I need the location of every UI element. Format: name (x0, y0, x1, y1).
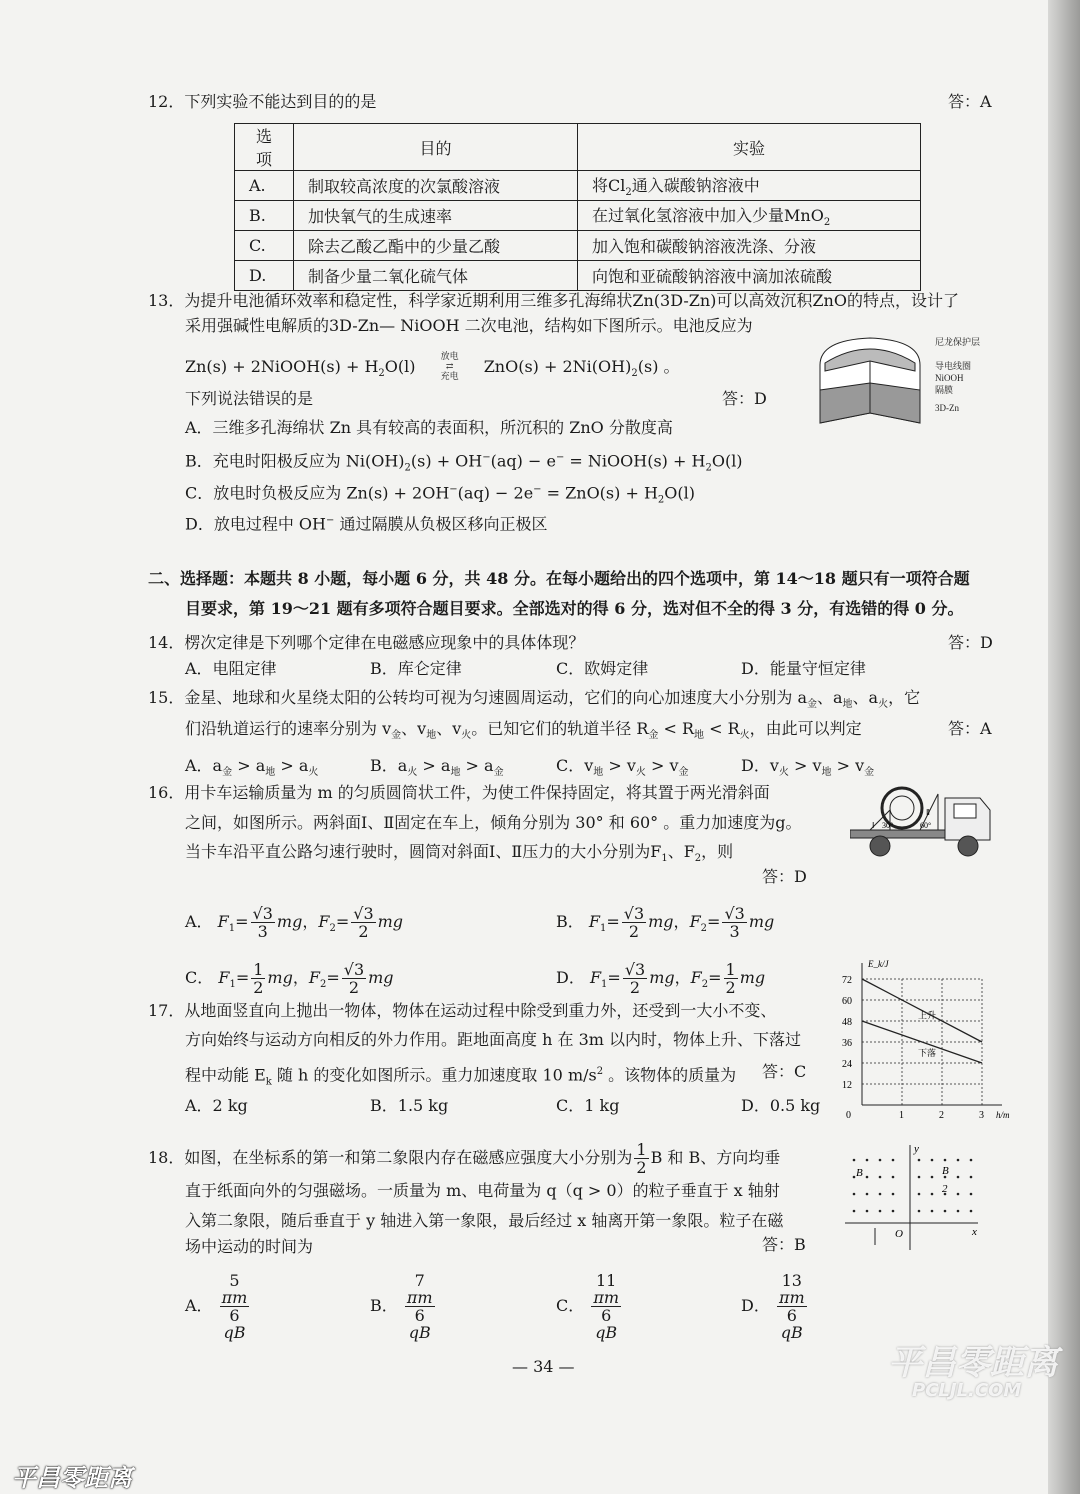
coef-num: 13 (781, 1271, 802, 1290)
coef-den: 6 (786, 1306, 797, 1325)
y-tick-label: 24 (842, 1059, 852, 1070)
section2-line2: 目要求，第 19～21 题有多项符合题目要求。全部选对的得 6 分，选对但不全的得 3 分，有选错的得 0 分。 (185, 599, 964, 618)
q15-line2: 们沿轨道运行的速率分别为 $v_金$、$v_地$、$v_火$。已知它们的轨道半径 $R_金 < R_地 < R_火$，由此可以判定 (185, 719, 862, 742)
q18-option (185, 1272, 251, 1341)
q15-answer: 答：A (948, 719, 992, 738)
y-tick-label: 36 (842, 1038, 852, 1049)
q15-option-a: A．$a_金 > a_地 > a_火$ (185, 756, 319, 779)
f1-fraction (622, 905, 646, 940)
cell: 向饱和亚硫酸钠溶液中滴加浓硫酸 (578, 261, 921, 291)
q16-option: A． $F_1=$ $\frac{√3}{3}$ mg，$F_2=$ $\frac{√3}{2}$ mg (185, 904, 404, 941)
denominator: 2 (253, 978, 264, 997)
field-dot (892, 1193, 895, 1196)
numerator: √3 (624, 960, 646, 979)
field-dot (970, 1193, 973, 1196)
q17-answer: 答：C (762, 1062, 807, 1081)
q16-line3: 当卡车沿平直公路匀速行驶时，圆筒对斜面Ⅰ、Ⅱ压力的大小分别为$F_1$、$F_2$，则 (185, 842, 734, 865)
q-b: qB (223, 1323, 246, 1342)
page-edge-shadow (1048, 0, 1080, 1494)
time-fraction (591, 1272, 621, 1341)
q18-line2: 直于纸面向外的匀强磁场。一质量为 m、电荷量为 q（q > 0）的粒子垂直于 x 轴射 (185, 1181, 780, 1200)
f1-fraction (623, 961, 647, 996)
q13-answer: 答：D (722, 389, 767, 408)
watermark-bottom-left: 平昌零距离 (12, 1464, 132, 1492)
numerator (405, 1272, 435, 1307)
coef-den: 6 (414, 1306, 425, 1325)
numerator: √3 (623, 904, 645, 923)
f-symbol: F (217, 912, 229, 931)
half-fraction (634, 1141, 648, 1176)
q17-line2: 方向始终与运动方向相反的外力作用。距地面高度 h 在 3m 以内时，物体上升、下落过 (185, 1030, 802, 1049)
truck-figure (850, 780, 1010, 870)
option-letter: B． (556, 912, 584, 931)
mg: mg (748, 912, 775, 931)
page-number: — 34 — (512, 1357, 575, 1376)
q-b: qB (408, 1323, 431, 1342)
field-dot (866, 1193, 869, 1196)
q18-line1-a: 18．如图，在坐标系的第一和第二象限内存在磁感应强度大小分别为 (148, 1148, 633, 1167)
coef-den: 6 (601, 1306, 612, 1325)
numerator: √3 (724, 904, 745, 923)
table-row (235, 201, 921, 231)
q14-option-d: D．能量守恒定律 (741, 659, 866, 678)
y-axis-label: y (914, 1143, 919, 1155)
q16-option: D． $F_1=$ $\frac{√3}{2}$ mg，$F_2=$ $\frac{1}{2}$ mg (556, 960, 766, 997)
q15-option-c: C．$v_地 > v_火 > v_金$ (556, 756, 689, 779)
cell: 加快氧气的生成速率 (294, 201, 578, 231)
field-dot (879, 1193, 882, 1196)
angle-30-label: 30° (882, 821, 894, 830)
field-dot (944, 1159, 947, 1162)
label-3dzn: 3D-Zn (935, 403, 959, 413)
field-dot (970, 1210, 973, 1213)
cell: C. (235, 231, 294, 261)
coef-den: 6 (229, 1306, 240, 1325)
q15-option-b: B．$a_火 > a_地 > a_金$ (370, 756, 504, 779)
field-dot (892, 1210, 895, 1213)
x-tick-label: 2 (939, 1110, 944, 1120)
f-symbol: F (218, 968, 230, 987)
x-axis-label: h/m (996, 1110, 1010, 1120)
time-fraction (405, 1272, 435, 1341)
numerator (220, 1272, 250, 1307)
label-niooh: NiOOH (935, 373, 964, 383)
f1-fraction (251, 905, 275, 940)
f-symbol: F (318, 912, 330, 931)
field-dot (957, 1210, 960, 1213)
y-tick-label: 12 (842, 1080, 852, 1091)
denominator: 3 (729, 922, 740, 941)
y-axis-label: E_k/J (868, 959, 889, 969)
f-symbol: F (690, 968, 702, 987)
f2-fraction (724, 961, 738, 996)
cell: 制取较高浓度的次氯酸溶液 (294, 171, 578, 201)
q18-line1 (148, 1141, 780, 1176)
option-letter: D． (741, 1296, 770, 1315)
watermark-logo: 平昌零距离 (888, 1343, 1058, 1383)
pi-m: πm (406, 1288, 433, 1307)
y-tick-label: 60 (842, 996, 852, 1007)
pi-m: πm (593, 1288, 620, 1307)
f-symbol: F (308, 968, 320, 987)
option-letter: C． (556, 1296, 585, 1315)
pi-m: πm (221, 1288, 248, 1307)
eq-right: $ZnO(s) + 2Ni(OH)_2(s)$ 。 (483, 356, 680, 379)
numerator (777, 1272, 807, 1307)
series-label: 下落 (918, 1048, 937, 1058)
q15-line1: 15．金星、地球和火星绕太阳的公转均可视为匀速圆周运动，它们的向心加速度大小分别为 $a_金$、$a_地$、$a_火$，它 (148, 688, 921, 711)
q14-option-c: C．欧姆定律 (556, 659, 649, 678)
option-letter: A． (185, 1296, 213, 1315)
q17-option-c: C．1 kg (556, 1096, 620, 1115)
cell: 制备少量二氧化硫气体 (294, 261, 578, 291)
time-fraction (220, 1272, 250, 1341)
pi-m: πm (778, 1288, 805, 1307)
field-dot (866, 1159, 869, 1162)
q17-line3: 程中动能 $E_k$ 随 h 的变化如图所示。重力加速度取 10 $m/s^2$ 。该物体的质量为 (185, 1065, 737, 1088)
option-letter: B． (370, 1296, 398, 1315)
field-dot (892, 1176, 895, 1179)
eq-arrow-bottom: 充电 (440, 372, 459, 382)
q18-line1-b: B 和 B、方向均垂 (650, 1148, 781, 1167)
field-dot (970, 1176, 973, 1179)
denominator: 2 (358, 922, 369, 941)
field-dot (918, 1210, 921, 1213)
q18-option (370, 1272, 437, 1341)
mg: mg (377, 912, 404, 931)
header-cell: 目的 (294, 124, 578, 171)
y-tick-label: 72 (842, 975, 852, 986)
time-fraction (777, 1272, 807, 1341)
denominator: 2 (725, 978, 736, 997)
numerator: √3 (343, 960, 365, 979)
f-symbol: F (588, 912, 600, 931)
cell: A. (235, 171, 294, 201)
numerator: √3 (353, 904, 374, 923)
denominator (777, 1307, 807, 1341)
table-row (235, 261, 921, 291)
f2-fraction (722, 905, 746, 940)
q18-option (556, 1272, 623, 1341)
field-dot (931, 1159, 934, 1162)
y-tick-label: 48 (842, 1017, 852, 1028)
field-halfB-den: 2 (942, 1183, 948, 1195)
coef-num: 5 (229, 1271, 240, 1290)
q12-table (234, 123, 921, 291)
denominator: 3 (257, 922, 268, 941)
q16-line2: 之间，如图所示。两斜面Ⅰ、Ⅱ固定在车上，倾角分别为 30° 和 60° 。重力加速度为g。 (185, 813, 802, 832)
q18-line4: 场中运动的时间为 (185, 1237, 314, 1256)
q18-answer: 答：B (762, 1235, 806, 1254)
slope-I-label: Ⅰ (872, 821, 875, 830)
mg: mg (648, 912, 674, 931)
numerator: √3 (252, 904, 273, 923)
q16-option: C． $F_1=$ $\frac{1}{2}$ mg，$F_2=$ $\frac{√3}{2}$ mg (185, 960, 394, 997)
denominator: 2 (636, 1158, 647, 1177)
label-nylon: 尼龙保护层 (935, 337, 981, 347)
field-dot (970, 1159, 973, 1162)
numerator: 1 (636, 1140, 647, 1159)
q13-prompt: 下列说法错误的是 (185, 389, 314, 408)
field-dot (931, 1210, 934, 1213)
option-letter: D． (556, 968, 585, 987)
denominator: 2 (629, 978, 641, 997)
eq-left: Zn(s) + 2NiOOH(s) + $H_2O(l)$ (185, 356, 416, 379)
mg: mg (368, 968, 394, 987)
table-header-row (235, 124, 921, 171)
numerator: 1 (253, 960, 264, 979)
q17-line1: 17．从地面竖直向上抛出一物体，物体在运动过程中除受到重力外，还受到一大小不变、 (148, 1001, 777, 1020)
field-B-label: B (856, 1167, 863, 1179)
q15-option-d: D．$v_火 > v_地 > v_金$ (741, 756, 875, 779)
mg: mg (649, 968, 675, 987)
mg: mg (276, 912, 303, 931)
q14-stem: 14．楞次定律是下列哪个定律在电磁感应现象中的具体体现？ (148, 633, 585, 652)
denominator (591, 1307, 621, 1341)
magnetic-field-figure (840, 1140, 985, 1255)
cell: B. (235, 201, 294, 231)
cell: 除去乙酸乙酯中的少量乙酸 (294, 231, 578, 261)
field-dot (918, 1159, 921, 1162)
q16-line1: 16．用卡车运输质量为 m 的匀质圆筒状工件，为使工件保持固定，将其置于两光滑斜面 (148, 783, 770, 802)
x-tick-label: 1 (899, 1110, 904, 1120)
field-dot (853, 1210, 856, 1213)
denominator: 2 (628, 922, 640, 941)
q18-line3: 入第二象限，随后垂直于 y 轴进入第一象限，最后经过 x 轴离开第一象限。粒子在磁 (185, 1211, 784, 1230)
q18-option (741, 1272, 809, 1341)
field-halfB-label: B (942, 1165, 949, 1177)
q13-option-a: A．三维多孔海绵状 Zn 具有较高的表面积，所沉积的 ZnO 分散度高 (185, 418, 673, 437)
q13-line2: 采用强碱性电解质的3D-Zn— NiOOH 二次电池，结构如下图所示。电池反应为 (185, 316, 753, 335)
cell: 加入饱和碳酸钠溶液洗涤、分液 (578, 231, 921, 261)
denominator (405, 1307, 435, 1341)
q13-option-c: C．放电时负极反应为 $Zn(s) + 2OH^-(aq) - 2e^- = ZnO(s) + H_2O(l)$ (185, 483, 695, 506)
option-letter: C． (185, 968, 214, 987)
f-symbol: F (589, 968, 602, 987)
f2-fraction (351, 905, 375, 940)
battery-structure-figure (810, 335, 1010, 435)
mg: mg (739, 968, 766, 987)
q13-line1: 13．为提升电池循环效率和稳定性，科学家近期利用三维多孔海绵状Zn(3D-Zn)可以高效沉积ZnO的特点，设计了 (148, 291, 959, 310)
field-dot (918, 1176, 921, 1179)
x-axis-label: x (972, 1226, 977, 1238)
q14-option-a: A．电阻定律 (185, 659, 277, 678)
field-dot (879, 1210, 882, 1213)
denominator (220, 1307, 250, 1341)
eq-arrow: 放电 ⇄ 充电 (440, 352, 459, 382)
cell: 将$Cl_2$通入碳酸钠溶液中 (578, 171, 921, 201)
field-dot (879, 1159, 882, 1162)
q17-option-d: D．0.5 kg (741, 1096, 821, 1115)
mg: mg (267, 968, 293, 987)
field-dot (866, 1176, 869, 1179)
label-separator: 隔膜 (935, 385, 954, 395)
field-dot (879, 1176, 882, 1179)
header-cell: 选项 (235, 124, 294, 171)
label-coil: 导电线圈 (935, 361, 972, 371)
field-dot (957, 1159, 960, 1162)
slope-II-label: Ⅱ (926, 808, 930, 817)
f1-fraction (251, 961, 265, 996)
cell: D. (235, 261, 294, 291)
q16-option: B． $F_1=$ $\frac{√3}{2}$ mg，$F_2=$ $\frac{√3}{3}$ mg (556, 904, 775, 941)
watermark-url: PCLJL.COM (912, 1380, 1022, 1401)
option-letter: A． (185, 912, 213, 931)
q-b: qB (780, 1323, 803, 1342)
x-tick-label: 0 (846, 1110, 851, 1120)
series-label: 上升 (918, 1010, 937, 1021)
origin-label: O (895, 1228, 903, 1240)
q13-option-d: D．放电过程中 OH− 通过隔膜从负极区移向正极区 (185, 514, 548, 534)
field-dot (957, 1176, 960, 1179)
field-dot (918, 1193, 921, 1196)
q14-option-b: B．库仑定律 (370, 659, 462, 678)
field-dot (931, 1176, 934, 1179)
field-dot (853, 1176, 856, 1179)
numerator: 1 (725, 960, 736, 979)
header-cell: 实验 (578, 124, 921, 171)
field-dot (957, 1193, 960, 1196)
field-dot (944, 1210, 947, 1213)
angle-60-label: 60° (920, 821, 932, 830)
numerator (591, 1272, 621, 1307)
field-dot (892, 1159, 895, 1162)
q17-option-b: B．1.5 kg (370, 1096, 449, 1115)
coef-num: 11 (596, 1271, 617, 1290)
section2-line1: 二、选择题：本题共 8 小题，每小题 6 分，共 48 分。在每小题给出的四个选项中，第 14～18 题只有一项符合题 (148, 569, 970, 588)
x-tick-label: 3 (979, 1110, 984, 1120)
q14-answer: 答：D (948, 633, 993, 652)
q13-option-b: B．充电时阳极反应为 $Ni(OH)_2(s) + OH^-(aq) - e^-$ = NiOOH(s) + $H_2O(l)$ (185, 451, 743, 474)
field-dot (931, 1193, 934, 1196)
denominator: 2 (348, 978, 360, 997)
q12-stem: 12．下列实验不能达到目的的是 (148, 92, 377, 111)
f-symbol: F (689, 912, 701, 931)
table-row (235, 231, 921, 261)
q16-answer: 答：D (762, 867, 807, 886)
eq-arrow-top: 放电 (440, 352, 459, 362)
ek-vs-h-graph (840, 955, 1020, 1120)
q12-answer: 答：A (948, 92, 992, 111)
q13-equation (185, 352, 680, 384)
field-dot (866, 1210, 869, 1213)
cell: 在过氧化氢溶液中加入少量MnO$_2$ (578, 201, 921, 231)
coef-num: 7 (414, 1271, 425, 1290)
field-dot (853, 1193, 856, 1196)
q-b: qB (595, 1323, 618, 1342)
field-dot (853, 1159, 856, 1162)
table-row (235, 171, 921, 201)
f2-fraction (342, 961, 366, 996)
q17-option-a: A．2 kg (185, 1096, 248, 1115)
